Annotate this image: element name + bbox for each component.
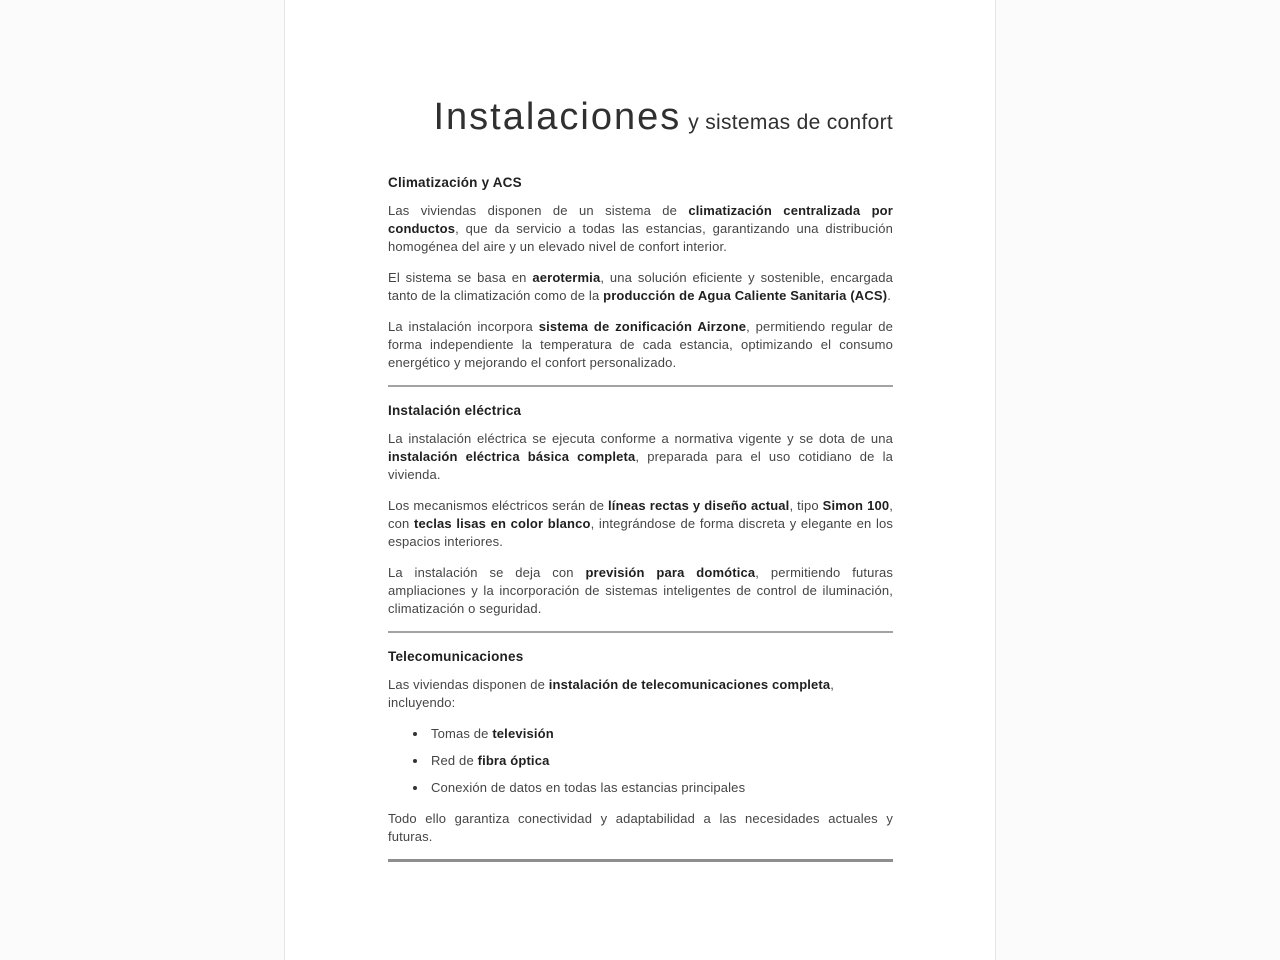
bold-text: previsión para domótica (585, 565, 756, 580)
paragraph: Las viviendas disponen de instalación de telecomunicaciones completa, incluyendo: (388, 677, 835, 710)
bold-text: televisión (492, 726, 554, 741)
bullet-item: Red de fibra óptica (411, 752, 893, 770)
document-page (284, 0, 996, 960)
section-heading: Telecomunicaciones (388, 649, 524, 664)
bold-text: instalación eléctrica básica completa (388, 449, 636, 464)
document-section (388, 403, 893, 633)
page-title (388, 96, 893, 139)
paragraph: El sistema se basa en aerotermia, una solución eficiente y sostenible, encargada tanto de la climatización como de la producción de Agua Caliente Sanitaria (ACS). (388, 270, 893, 303)
bold-text: líneas rectas y diseño actual (608, 498, 790, 513)
bold-text: sistema de zonificación Airzone (538, 319, 747, 334)
paragraph: Las viviendas disponen de un sistema de climatización centralizada por conductos, que da servicio a todas las estancias, garantizando una distribución homogénea del aire y un elevado nivel de confort interior. (388, 203, 893, 254)
bullet-item: Tomas de televisión (411, 725, 893, 743)
bold-text: Simon 100 (822, 498, 890, 513)
bullet-list (388, 725, 893, 797)
paragraph: Los mecanismos eléctricos serán de líneas rectas y diseño actual, tipo Simon 100, con teclas lisas en color blanco, integrándose de forma discreta y elegante en los espacios interiores. (388, 498, 894, 549)
bold-text: climatización centralizada por conductos (388, 203, 893, 236)
document-content (285, 0, 995, 862)
bold-text: teclas lisas en color blanco (414, 516, 591, 531)
document-section (388, 649, 893, 862)
bold-text: aerotermia (532, 270, 601, 285)
paragraph: La instalación eléctrica se ejecuta conforme a normativa vigente y se dota de una instalación eléctrica básica completa, preparada para el uso cotidiano de la vivienda. (388, 431, 893, 482)
paragraph: Todo ello garantiza conectividad y adaptabilidad a las necesidades actuales y futuras. (388, 811, 893, 844)
bold-text: fibra óptica (477, 753, 550, 768)
section-divider (388, 859, 893, 862)
section-heading: Climatización y ACS (388, 175, 522, 190)
document-body (388, 175, 893, 862)
page-title-main: Instalaciones (433, 96, 682, 138)
paragraph: La instalación incorpora sistema de zonificación Airzone, permitiendo regular de forma independiente la temperatura de cada estancia, optimizando el consumo energético y mejorando el confort personalizado. (388, 319, 894, 370)
bold-text: instalación de telecomunicaciones completa (548, 677, 831, 692)
section-divider (388, 631, 893, 633)
section-heading: Instalación eléctrica (388, 403, 522, 418)
bold-text: producción de Agua Caliente Sanitaria (ACS) (603, 288, 888, 303)
bullet-item: Conexión de datos en todas las estancias principales (411, 779, 893, 797)
document-section (388, 175, 893, 387)
section-divider (388, 385, 893, 387)
page-title-sub: y sistemas de confort (688, 111, 893, 134)
paragraph: La instalación se deja con previsión para domótica, permitiendo futuras ampliaciones y la incorporación de sistemas inteligentes de control de iluminación, climatización o seguridad. (388, 565, 893, 616)
